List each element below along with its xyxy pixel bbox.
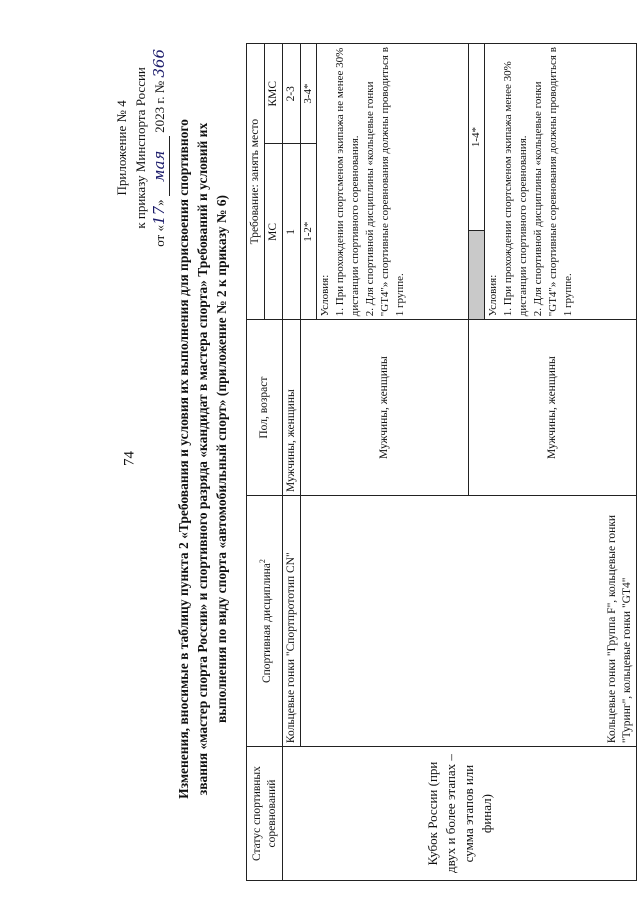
header-discipline: Спортивная дисциплина$^2$ (247, 496, 283, 747)
header-kms: КМС (265, 44, 283, 144)
requirements-table (246, 43, 637, 881)
order-reference: к приказу Минспорта России (133, 67, 148, 229)
discipline-cell: Кольцевые гонки "Группа F", кольцевые гонки "Туринг", кольцевые гонки "GT4" (301, 496, 637, 747)
approval-block (112, 49, 170, 247)
appendix-label: Приложение № 4 (114, 100, 129, 196)
table-row (283, 44, 301, 881)
table-header-row (247, 44, 265, 881)
header-ms: МС (265, 144, 283, 320)
shaded-cell (469, 230, 484, 319)
order-number: 366 (150, 49, 168, 78)
page-number: 74 (121, 451, 138, 466)
conditions-text: Условия: 1. При прохождении спортсменом экипажа менее 30% дистанции спортивного соревнования. 2. Для спортивной дисциплины «кольцевые гонки "GT4"» спортивные соревнования должны проводиться в 1 группе. (487, 47, 574, 317)
header-requirement: Требование: занять место (247, 44, 265, 320)
conditions-text: Условия: 1. При прохождении спортсменом экипажа не менее 30% дистанции спортивного соревнования. 2. Для спортивной дисциплины «кольцевые гонки "GT4"» спортивные соревнования должны проводиться в 1 группе. (319, 47, 406, 317)
order-date-line: от «17» мая 2023 г. № 366 (150, 49, 168, 247)
gender-cell: Мужчины, женщины (301, 320, 469, 496)
order-month: мая (150, 136, 170, 196)
kms-cell: 2-3 (283, 44, 301, 144)
ms-cell: 1 (283, 144, 301, 320)
status-cell: Кубок России (при двух и более этапах – сумма этапов или финал) (283, 747, 637, 881)
header-status: Статус спортивных соревнований (247, 747, 283, 881)
header-gender: Пол, возраст (247, 320, 283, 496)
gender-cell: Мужчины, женщины (283, 320, 301, 496)
place-row: 1-4* (469, 44, 485, 319)
requirements-table-wrapper (246, 43, 637, 881)
conditions-cell (301, 44, 469, 320)
rotated-page-content (90, 29, 633, 889)
gender-cell: Мужчины, женщины (469, 320, 637, 496)
document-heading: Изменения, вносимые в таблицу пункта 2 «Требования и условия их выполнения для присвоения спортивного звания «мастер спорта России» и спортивного разряда «кандидат в мастера спорта» Требований и условий их выполнения по виду спорта «автомобильный спорт» (приложение № 2 к приказу № 6) (176, 119, 229, 799)
place-row: 1-2* 3-4* (301, 44, 317, 319)
order-day: 17 (150, 205, 168, 226)
conditions-cell (469, 44, 637, 320)
discipline-cell: Кольцевые гонки "Спортпрототип CN" (283, 496, 301, 747)
